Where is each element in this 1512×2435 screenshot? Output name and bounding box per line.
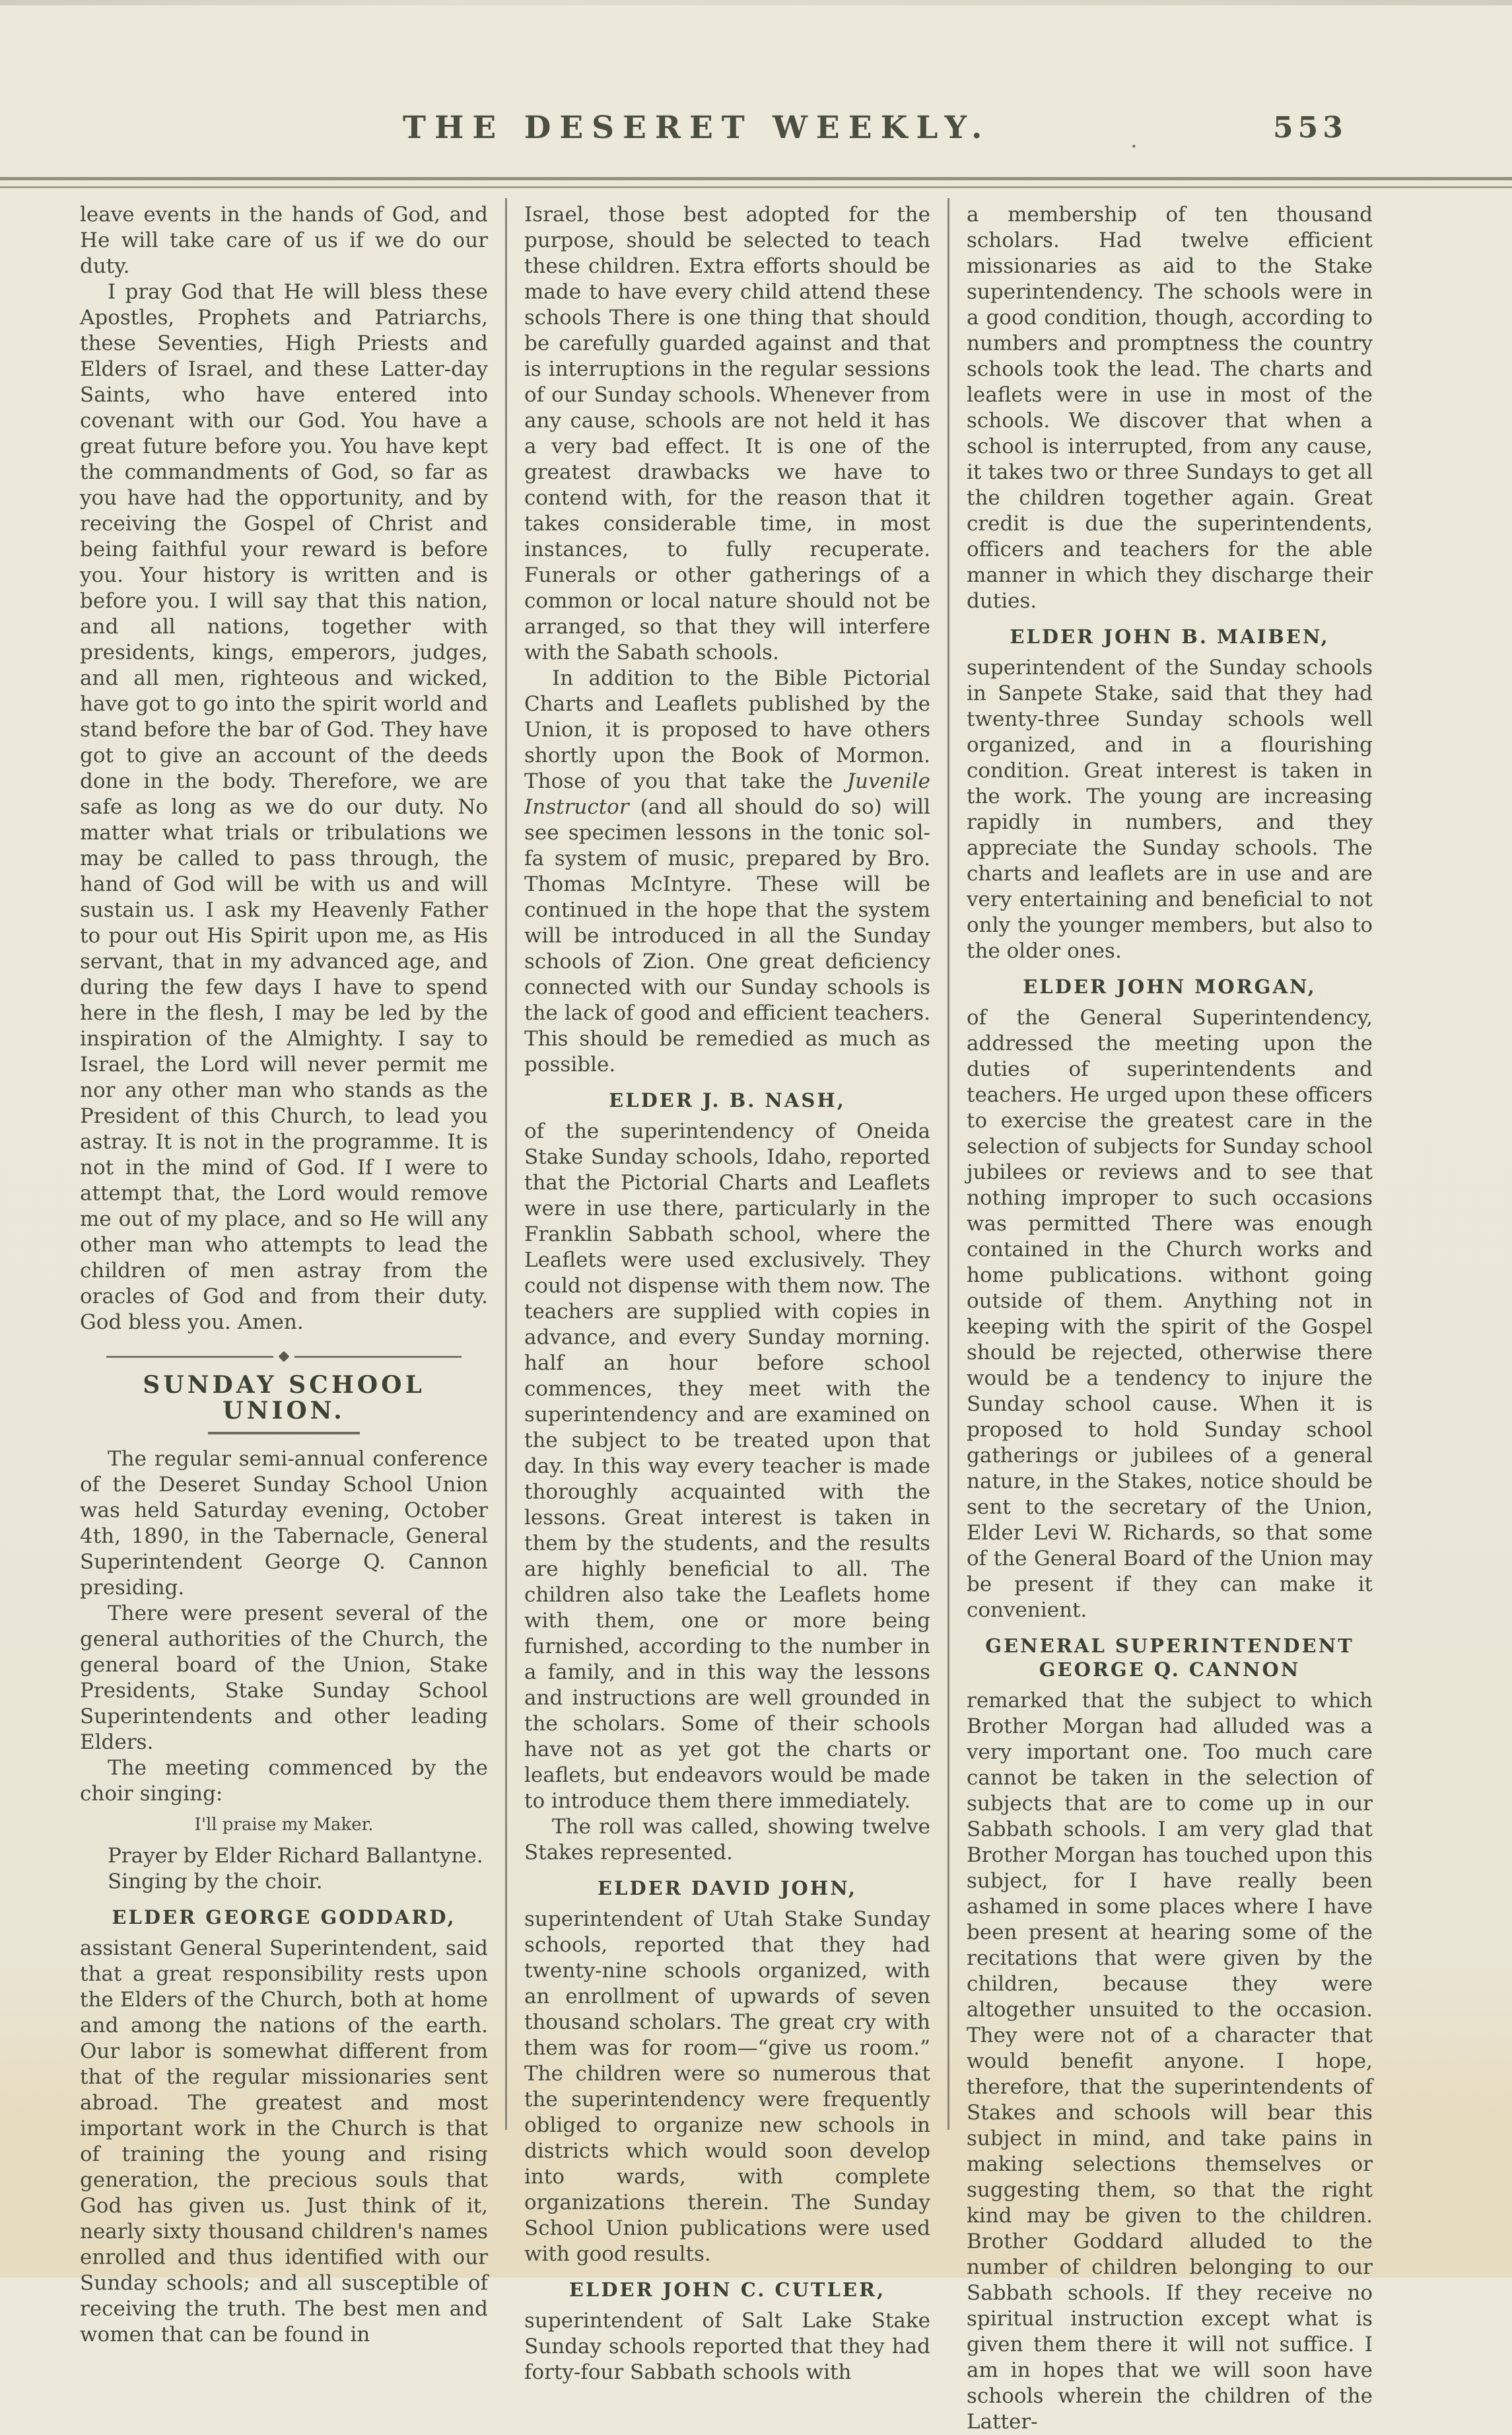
paragraph: Prayer by Elder Richard Ballantyne. [108,1844,483,1868]
paragraph: I pray God that He will bless these Apostles, Prophets and Patriarchs, these Seventies, High Priests and Elders of Israel, and these Latter-day Saints, who have entered into covenant with our God. You have a great future before you. You have kept the commandments of God, so far as you have had the opportunity, and by receiving the Gospel of Christ and being faithful your reward is before you. Your history is written and is before you. I will say that this nation, and all nations, together with presidents, kings, emperors, judges, and all men, righteous and wicked, have got to go into the spirit world and stand before the bar of God. They have got to give an account of the deeds done in the body. Therefore, we are safe as long as we do our duty. No matter what trials or tribulations we may be called to pass through, the hand of God will be with us and will sustain us. I ask my Heavenly Father to pour out His Spirit upon me, as His servant, that in my advanced age, and during the few days I have to spend here in the flesh, I may be led by the inspiration of the Almighty. I say to Israel, the Lord will never permit me nor any other man who stands as the President of this Church, to lead you astray. It is not in the programme. It is not in the mind of God. If I were to attempt that, the Lord would remove me out of my place, and so He will any other man who attempts to lead the children of men astray from the oracles of God and from their duty. God bless you. Amen. [80,280,488,1334]
bottom-margin [0,2139,1512,2278]
paragraph: In addition to the Bible Pictorial Charts and Leaflets published by the Union, it is proposed to have others shortly upon the Book of Mormon. Those of you that take the Juvenile Instructor (and all should do so) will see specimen lessons in the tonic sol-fa system of music, prepared by Bro. Thomas McIntyre. These will be continued in the hope that the system will be introduced in all the Sunday schools of Zion. One great deficiency connected with our Sunday schools is the lack of good and efficient teachers. This should be remedied as much as possible. [524,666,930,1076]
speaker-heading: ELDER DAVID JOHN, [598,1877,857,1899]
column-2 [505,198,947,2384]
column-3 [947,198,1390,2434]
paragraph: a membership of ten thousand scholars. Had twelve efficient missionaries as aid to the Stake superintendency. The schools were in a good condition, though, according to numbers and promptness the country schools took the lead. The charts and leaflets were in use in most of the schools. We discover that when a school is interrupted, from any cause, it takes two or three Sundays to get all the children together again. Great credit is due the superintendents, officers and teachers for the able manner in which they discharge their duties. [967,203,1373,613]
paragraph: There were present several of the general authorities of the Church, the general board of the Union, Stake Presidents, Stake Sunday School Superintendents and other leading Elders. [80,1602,488,1754]
paragraph: superintendent of Salt Lake Stake Sunday schools reported that they had forty-four Sabbath schools with [524,2309,930,2384]
separator-dot: . [1130,127,1138,153]
paragraph: The roll was called, showing twelve Stakes represented. [524,1815,930,1864]
column-1 [63,198,505,2347]
paragraph: of the General Superintendency, addressed the meeting upon the duties of superintendents and teachers. He urged upon these officers to exercise the greatest care in the selection of subjects for Sunday school jubilees or reviews and to see that nothing improper to such occasions was permitted There was enough contained in the Church works and home publications. withont going outside of them. Anything not in keeping with the spirit of the Gospel should be rejected, otherwise there would be a tendency to injure the Sunday school cause. When it is proposed to hold Sunday school gatherings or jubilees of a general nature, in the Stakes, notice should be sent to the secretary of the Union, Elder Levi W. Richards, so that some of the General Board of the Union may be present if they can make it convenient. [967,1006,1373,1622]
page-number: 553 [1273,111,1348,145]
speaker-heading: GENERAL SUPERINTENDENT GEORGE Q. CANNON [985,1635,1354,1681]
speaker-heading: ELDER JOHN MORGAN, [1023,975,1317,998]
hymn-line: I'll praise my Maker. [194,1815,374,1835]
paragraph: superintendent of the Sunday schools in Sanpete Stake, said that they had twenty-three Sunday schools well organized, and in a flourishing condition. Great interest is taken in the work. The young are increasing rapidly in numbers, and they appreciate the Sunday schools. The charts and leaflets are in use and are very entertaining and beneficial to not only the younger members, but also to the older ones. [967,656,1373,963]
paragraph: of the superintendency of Oneida Stake Sunday schools, Idaho, reported that the Pictorial Charts and Leaflets were in use there, particularly in the Franklin Sabbath school, where the Leaflets were used exclusively. They could not dispense with them now. The teachers are supplied with copies in advance, and every Sunday morning. half an hour before school commences, they meet with the superintendency and are examined on the subject to be treated upon that day. In this way every teacher is made thoroughly acquainted with the lessons. Great interest is taken in them by the students, and the results are highly beneficial to all. The children also take the Leaflets home with them, one or more being furnished, according to the number in a family, and in this way the lessons and instructions are well grounded in the scholars. Some of their schools have not as yet got the charts or leaflets, but endeavors would be made to introduce them there immediately. [524,1119,930,1813]
masthead-title: THE DESERET WEEKLY. [403,110,991,146]
paragraph: Israel, those best adopted for the purpose, should be selected to teach these children. Extra efforts should be made to have every child attend these schools There is one thing that should be carefully guarded against and that is interruptions in the regular sessions of our Sunday schools. Whenever from any cause, schools are not held it has a very bad effect. It is one of the greatest drawbacks we have to contend with, for the reason that it takes considerable time, in most instances, to fully recuperate. Funerals or other gatherings of a common or local nature should not be arranged, so that they will interfere with the Sabath schools. [524,203,930,664]
paragraph: Singing by the choir. [108,1870,323,1893]
speaker-heading: ELDER GEORGE GODDARD, [112,1906,456,1928]
article-columns [63,198,1390,2434]
page-header [0,104,1512,164]
speaker-heading: ELDER J. B. NASH, [609,1089,846,1112]
paragraph: assistant General Superintendent, said that a great responsibility rests upon the Elders of the Church, both at home and among the nations of the earth. Our labor is somewhat different from that of the regular missionaries sent abroad. The greatest and most important work in the Church is that of training the young and rising generation, the precious souls that God has given us. Just think of it, nearly sixty thousand children's names enrolled and thus identified with our Sunday schools; and all susceptible of receiving the truth. The best men and women that can be found in [80,1936,488,2347]
paragraph: The meeting commenced by the choir singing: [80,1756,488,1806]
paragraph: leave events in the hands of God, and He will take care of us if we do our duty. [80,203,488,278]
paragraph: remarked that the subject to which Brother Morgan had alluded was a very important one. Too much care cannot be taken in the selection of subjects that are to come up in our Sabbath schools. I am very glad that Brother Morgan has touched upon this subject, for I have really been ashamed in some places where I have been present at hearing some of the recitations that were given by the children, because they were altogether unsuited to the occasion. They were not of a character that would benefit anyone. I hope, therefore, that the superintendents of Stakes and schools will bear this subject in mind, and take pains in making selections themselves or suggesting them, so that the right kind may be given to the children. Brother Goddard alluded to the number of children belonging to our Sabbath schools. If they receive no spiritual instruction except what is given them there it will not suffice. I am in hopes that we will soon have schools wherein the children of the Latter- [967,1689,1373,2434]
speaker-heading: ELDER JOHN C. CUTLER, [568,2278,886,2301]
article-title: SUNDAY SCHOOL UNION. [143,1371,425,1425]
paragraph: The regular semi-annual conference of the Deseret Sunday School Union was held Saturday evening, October 4th, 1890, in the Tabernacle, General Superintendent George Q. Cannon presiding. [80,1447,488,1600]
ornamental-divider [106,1353,462,1360]
paragraph: superintendent of Utah Stake Sunday schools, reported that they had twenty-nine schools organized, with an enrollment of upwards of seven thousand scholars. The great cry with them was for room—“give us room.” The children were so numerous that the superintendency were frequently obliged to organize new schools in districts which would soon develop into wards, with complete organizations therein. The Sunday School Union publications were used with good results. [524,1907,930,2266]
page-top-edge [0,0,1512,5]
speaker-heading: ELDER JOHN B. MAIBEN, [1010,625,1330,648]
header-double-rule [0,177,1512,188]
title-rule [208,1432,360,1434]
